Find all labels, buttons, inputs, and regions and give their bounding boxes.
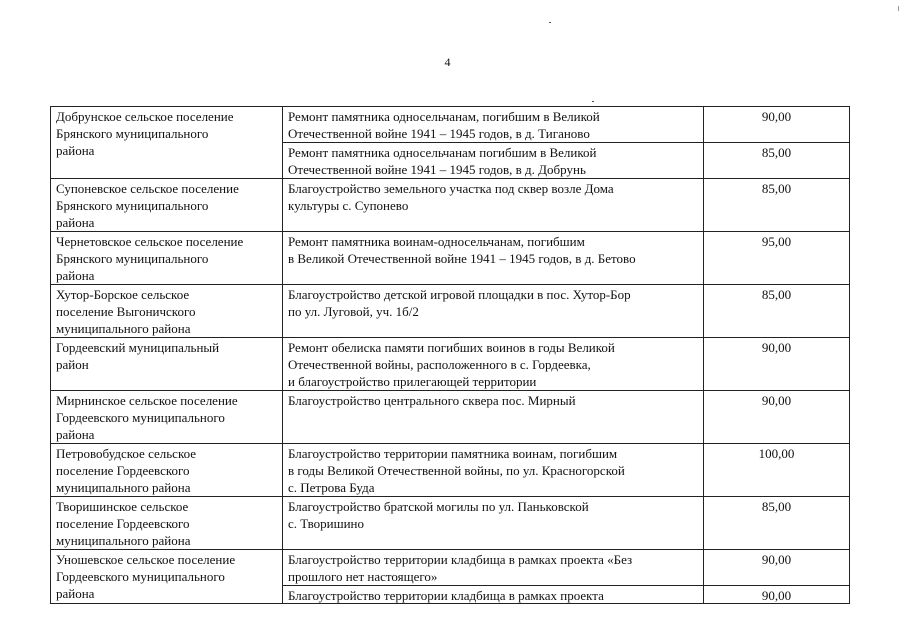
amount-cell: [704, 586, 850, 604]
scan-speck: [592, 101, 594, 102]
municipality-cell: Супоневское сельское поселение Брянского муниципального района: [51, 179, 283, 232]
amount-cell: 85,00: [704, 497, 850, 550]
table-row: [51, 391, 850, 444]
municipality-cell: Хутор-Борское сельское поселение Выгоничского муниципального района: [51, 285, 283, 338]
table-row: [51, 285, 850, 338]
project-cell: Ремонт памятника воинам-односельчанам, погибшим в Великой Отечественной войне 1941 – 1945 годов, в д. Бетово: [283, 232, 704, 285]
allocation-table: [50, 106, 850, 604]
municipality-cell: Чернетовское сельское поселение Брянского муниципального района: [51, 232, 283, 285]
municipality-cell: Гордеевский муниципальный район: [51, 338, 283, 391]
municipality-cell: Петровобудское сельское поселение Гордеевского муниципального района: [51, 444, 283, 497]
table-row: [51, 497, 850, 550]
amount-cell: 90,00: [704, 107, 850, 143]
amount-cell: 85,00: [704, 143, 850, 179]
project-text: Благоустройство территории кладбища в рамках проекта: [288, 588, 604, 603]
municipality-cell: Мирнинское сельское поселение Гордеевского муниципального района: [51, 391, 283, 444]
scan-speck: [549, 22, 551, 23]
project-cell: [283, 586, 704, 604]
table-row: [51, 232, 850, 285]
project-cell: Благоустройство территории памятника воинам, погибшим в годы Великой Отечественной войны, по ул. Красногорской с. Петрова Буда: [283, 444, 704, 497]
project-cell: Ремонт памятника односельчанам, погибшим в Великой Отечественной войне 1941 – 1945 годов, в д. Тиганово: [283, 107, 704, 143]
table-row: [51, 179, 850, 232]
amount-cell: 85,00: [704, 285, 850, 338]
municipality-cell: Добрунское сельское поселение Брянского муниципального района: [51, 107, 283, 179]
amount-cell: 90,00: [704, 338, 850, 391]
table-row: [51, 107, 850, 143]
scan-edge-mark: [898, 6, 899, 11]
project-cell: Ремонт памятника односельчанам погибшим в Великой Отечественной войне 1941 – 1945 годов, в д. Добрунь: [283, 143, 704, 179]
project-cell: Благоустройство братской могилы по ул. Паньковской с. Творишино: [283, 497, 704, 550]
amount-cell: 90,00: [704, 550, 850, 586]
amount-text: 90,00: [761, 588, 792, 603]
municipality-cell: Уношевское сельское поселение Гордеевского муниципального района: [51, 550, 283, 604]
page-number: 4: [444, 55, 451, 69]
amount-cell: 85,00: [704, 179, 850, 232]
table-row: [51, 444, 850, 497]
project-cell: Благоустройство территории кладбища в рамках проекта «Без прошлого нет настоящего»: [283, 550, 704, 586]
project-cell: Благоустройство земельного участка под сквер возле Дома культуры с. Супонево: [283, 179, 704, 232]
table-row: [51, 550, 850, 586]
project-cell: Ремонт обелиска памяти погибших воинов в годы Великой Отечественной войны, расположенного в с. Гордеевка, и благоустройство прилегающей территории: [283, 338, 704, 391]
municipality-cell: Творишинское сельское поселение Гордеевского муниципального района: [51, 497, 283, 550]
amount-cell: 90,00: [704, 391, 850, 444]
table-row: [51, 338, 850, 391]
project-cell: Благоустройство центрального сквера пос. Мирный: [283, 391, 704, 444]
amount-cell: 100,00: [704, 444, 850, 497]
amount-cell: 95,00: [704, 232, 850, 285]
project-cell: Благоустройство детской игровой площадки в пос. Хутор-Бор по ул. Луговой, уч. 1б/2: [283, 285, 704, 338]
